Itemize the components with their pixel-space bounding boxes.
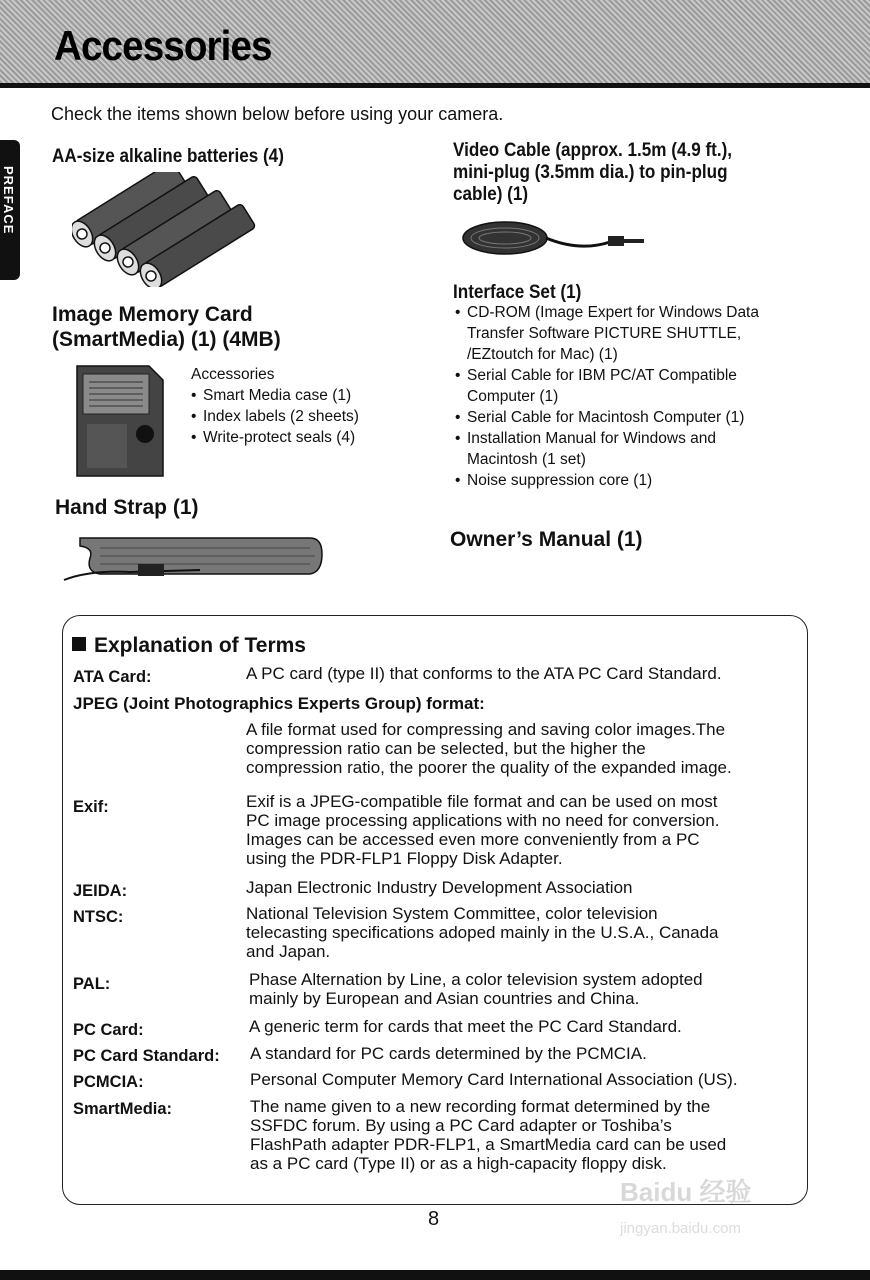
memory-card-title — [52, 302, 281, 352]
list-item-line: Computer (1) — [467, 388, 559, 405]
list-item — [455, 302, 815, 365]
page-number: 8 — [428, 1208, 440, 1230]
def-exif — [246, 792, 786, 868]
batteries-illustration — [72, 172, 257, 287]
intro-text: Check the items shown below before using your camera. — [51, 104, 504, 124]
term-smartmedia: SmartMedia: — [73, 1100, 173, 1118]
term-ntsc: NTSC: — [73, 908, 124, 926]
list-item: • Write-protect seals (4) — [191, 427, 421, 448]
def-line: compression ratio can be selected, but the higher the — [246, 739, 646, 758]
list-item — [455, 428, 815, 470]
video-cable-illustration — [460, 212, 650, 264]
def-line: PC image processing applications with no need for conversion. — [246, 811, 720, 830]
terms-title — [72, 634, 306, 658]
def-line: as a PC card (Type II) or as a high-capacity floppy disk. — [250, 1154, 667, 1173]
bullet-square-icon — [72, 637, 86, 651]
list-item-line: • CD-ROM (Image Expert for Windows Data — [467, 304, 759, 321]
terms-title-text: Explanation of Terms — [94, 634, 306, 657]
list-item — [455, 365, 815, 407]
list-item-line: • Installation Manual for Windows and — [467, 430, 716, 447]
page-title: Accessories — [54, 22, 272, 69]
video-cable-title-line2: mini-plug (3.5mm dia.) to pin-plug — [453, 162, 728, 183]
memory-card-accessories — [191, 364, 421, 448]
def-line: and Japan. — [246, 942, 331, 961]
smartmedia-card-illustration — [75, 364, 165, 478]
memory-card-title-line1: Image Memory Card — [52, 303, 253, 326]
batteries-title: AA-size alkaline batteries (4) — [52, 146, 284, 167]
def-pal — [249, 970, 789, 1008]
term-pc-card-standard: PC Card Standard: — [73, 1047, 220, 1065]
side-tab-label: PREFACE — [1, 166, 16, 235]
list-item — [455, 470, 815, 491]
def-line: FlashPath adapter PDR-FLP1, a SmartMedia card can be used — [250, 1135, 727, 1154]
list-item: • Smart Media case (1) — [191, 385, 421, 406]
owners-manual-title: Owner’s Manual (1) — [450, 528, 643, 551]
interface-set-list — [455, 302, 815, 491]
def-line: National Television System Committee, color television — [246, 904, 658, 923]
def-line: compression ratio, the poorer the quality of the expanded image. — [246, 758, 732, 777]
list-item-line: • Serial Cable for Macintosh Computer (1) — [467, 409, 745, 426]
memory-card-title-line2: (SmartMedia) (1) (4MB) — [52, 328, 281, 351]
video-cable-title-line3: cable) (1) — [453, 184, 529, 205]
def-line: Exif is a JPEG-compatible file format and can be used on most — [246, 792, 718, 811]
def-line: mainly by European and Asian countries and China. — [249, 989, 640, 1008]
def-jpeg — [246, 720, 786, 777]
def-line: Images can be accessed even more conveniently from a PC — [246, 830, 700, 849]
list-item-line: Macintosh (1 set) — [467, 451, 586, 468]
list-item-line: /EZtoutch for Mac) (1) — [467, 346, 618, 363]
def-line: SSFDC forum. By using a PC Card adapter or Toshiba’s — [250, 1116, 672, 1135]
def-line: A file format used for compressing and saving color images.The — [246, 720, 726, 739]
term-pc-card: PC Card: — [73, 1021, 144, 1039]
section-side-tab — [0, 140, 20, 280]
list-item-line: • Noise suppression core (1) — [467, 472, 653, 489]
def-line: Phase Alternation by Line, a color television system adopted — [249, 970, 703, 989]
accessories-label: Accessories — [191, 366, 275, 383]
def-jeida: Japan Electronic Industry Development Association — [246, 878, 633, 897]
interface-set-list-wrapper — [455, 302, 815, 491]
def-pc-card-standard: A standard for PC cards determined by the PCMCIA. — [250, 1044, 647, 1063]
list-item — [455, 407, 815, 428]
def-line: The name given to a new recording format determined by the — [250, 1097, 711, 1116]
video-cable-title — [453, 140, 732, 206]
term-jeida: JEIDA: — [73, 882, 128, 900]
video-cable-title-line1: Video Cable (approx. 1.5m (4.9 ft.), — [453, 140, 733, 161]
hand-strap-illustration — [60, 528, 326, 586]
term-ata: ATA Card: — [73, 668, 152, 686]
list-item: • Index labels (2 sheets) — [191, 406, 421, 427]
def-pcmcia: Personal Computer Memory Card International Association (US). — [250, 1070, 738, 1089]
list-item-line: • Serial Cable for IBM PC/AT Compatible — [467, 367, 737, 384]
interface-set-title: Interface Set (1) — [453, 282, 582, 303]
term-pal: PAL: — [73, 975, 111, 993]
list-item-line: Transfer Software PICTURE SHUTTLE, — [467, 325, 742, 342]
term-jpeg: JPEG (Joint Photographics Experts Group) format: — [73, 694, 485, 713]
term-pcmcia: PCMCIA: — [73, 1073, 144, 1091]
hand-strap-title: Hand Strap (1) — [55, 496, 199, 519]
def-ntsc — [246, 904, 786, 961]
def-line: using the PDR-FLP1 Floppy Disk Adapter. — [246, 849, 563, 868]
accessories-list — [191, 385, 421, 448]
def-line: telecasting specifications adoped mainly in the U.S.A., Canada — [246, 923, 719, 942]
footer-bar — [0, 1270, 870, 1280]
def-smartmedia — [250, 1097, 790, 1173]
def-ata: A PC card (type II) that conforms to the ATA PC Card Standard. — [246, 664, 722, 683]
term-exif: Exif: — [73, 798, 109, 816]
watermark-url: jingyan.baidu.com — [620, 1220, 741, 1237]
watermark-logo: Baidu 经验 — [620, 1177, 752, 1207]
def-pc-card: A generic term for cards that meet the PC Card Standard. — [249, 1017, 682, 1036]
